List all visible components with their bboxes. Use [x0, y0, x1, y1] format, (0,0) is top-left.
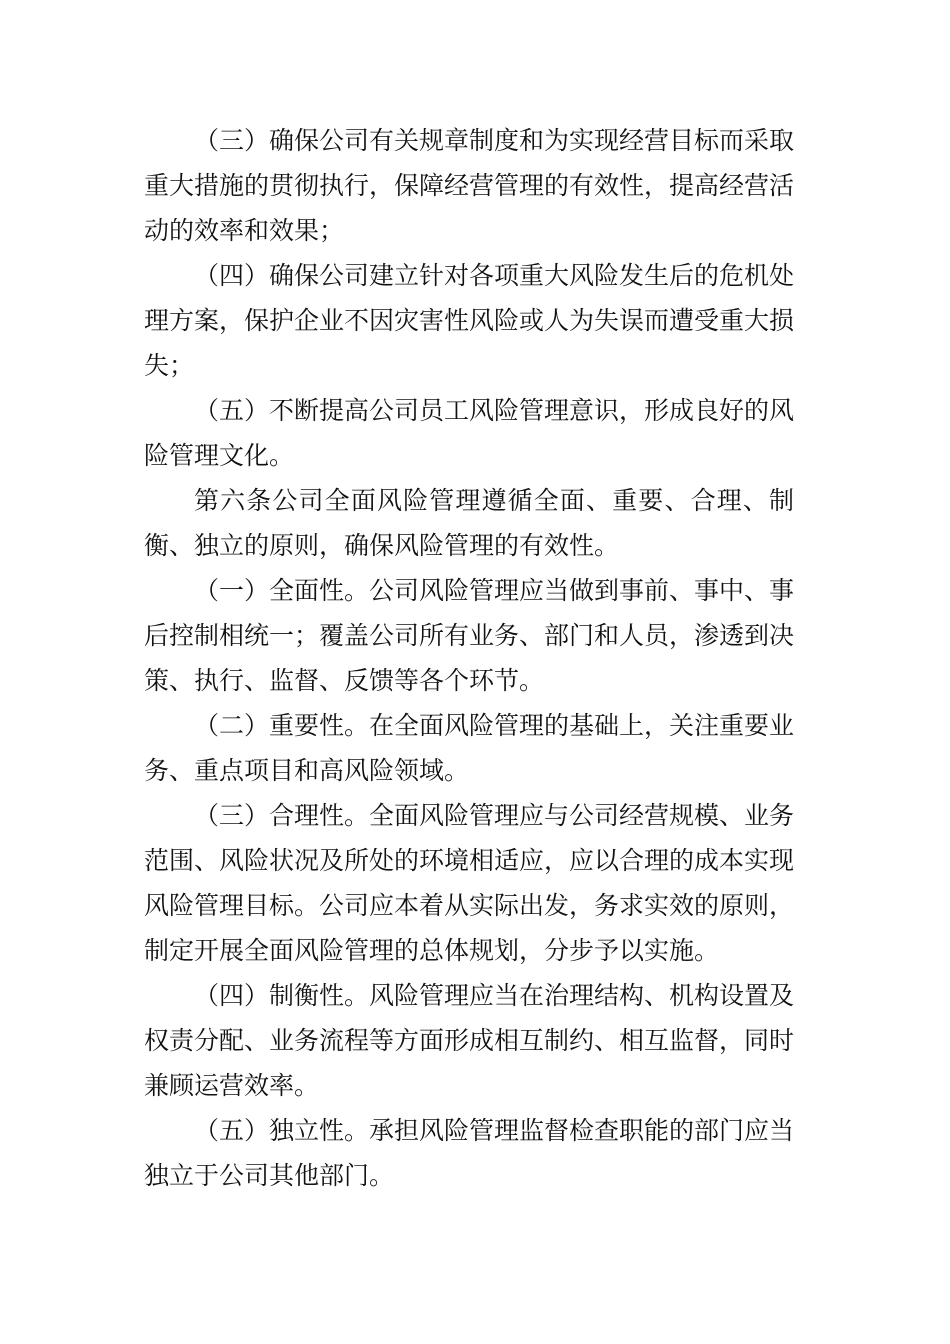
document-body	[144, 118, 794, 1198]
paragraph-principle-comprehensive: （一）全面性。公司风险管理应当做到事前、事中、事后控制相统一；覆盖公司所有业务、部门和人员，渗透到决策、执行、监督、反馈等各个环节。	[144, 576, 795, 695]
paragraph-principle-checks-balances: （四）制衡性。风险管理应当在治理结构、机构设置及权责分配、业务流程等方面形成相互制约、相互监督，同时兼顾运营效率。	[144, 981, 795, 1100]
paragraph-article-6: 第六条公司全面风险管理遵循全面、重要、合理、制衡、独立的原则，确保风险管理的有效性。	[144, 486, 794, 560]
paragraph-principle-rationality: （三）合理性。全面风险管理应与公司经营规模、业务范围、风险状况及所处的环境相适应，应以合理的成本实现风险管理目标。公司应本着从实际出发，务求实效的原则，制定开展全面风险管理的总体规划，分步予以实施。	[144, 801, 795, 965]
paragraph-item-3-goal: （三）确保公司有关规章制度和为实现经营目标而采取重大措施的贯彻执行，保障经营管理的有效性，提高经营活动的效率和效果；	[144, 126, 795, 245]
paragraph-principle-independence: （五）独立性。承担风险管理监督检查职能的部门应当独立于公司其他部门。	[144, 1116, 795, 1190]
paragraph-item-5-goal: （五）不断提高公司员工风险管理意识，形成良好的风险管理文化。	[144, 396, 795, 470]
paragraph-principle-importance: （二）重要性。在全面风险管理的基础上，关注重要业务、重点项目和高风险领域。	[144, 711, 795, 785]
paragraph-item-4-goal: （四）确保公司建立针对各项重大风险发生后的危机处理方案，保护企业不因灾害性风险或人为失误而遭受重大损失；	[144, 261, 795, 380]
